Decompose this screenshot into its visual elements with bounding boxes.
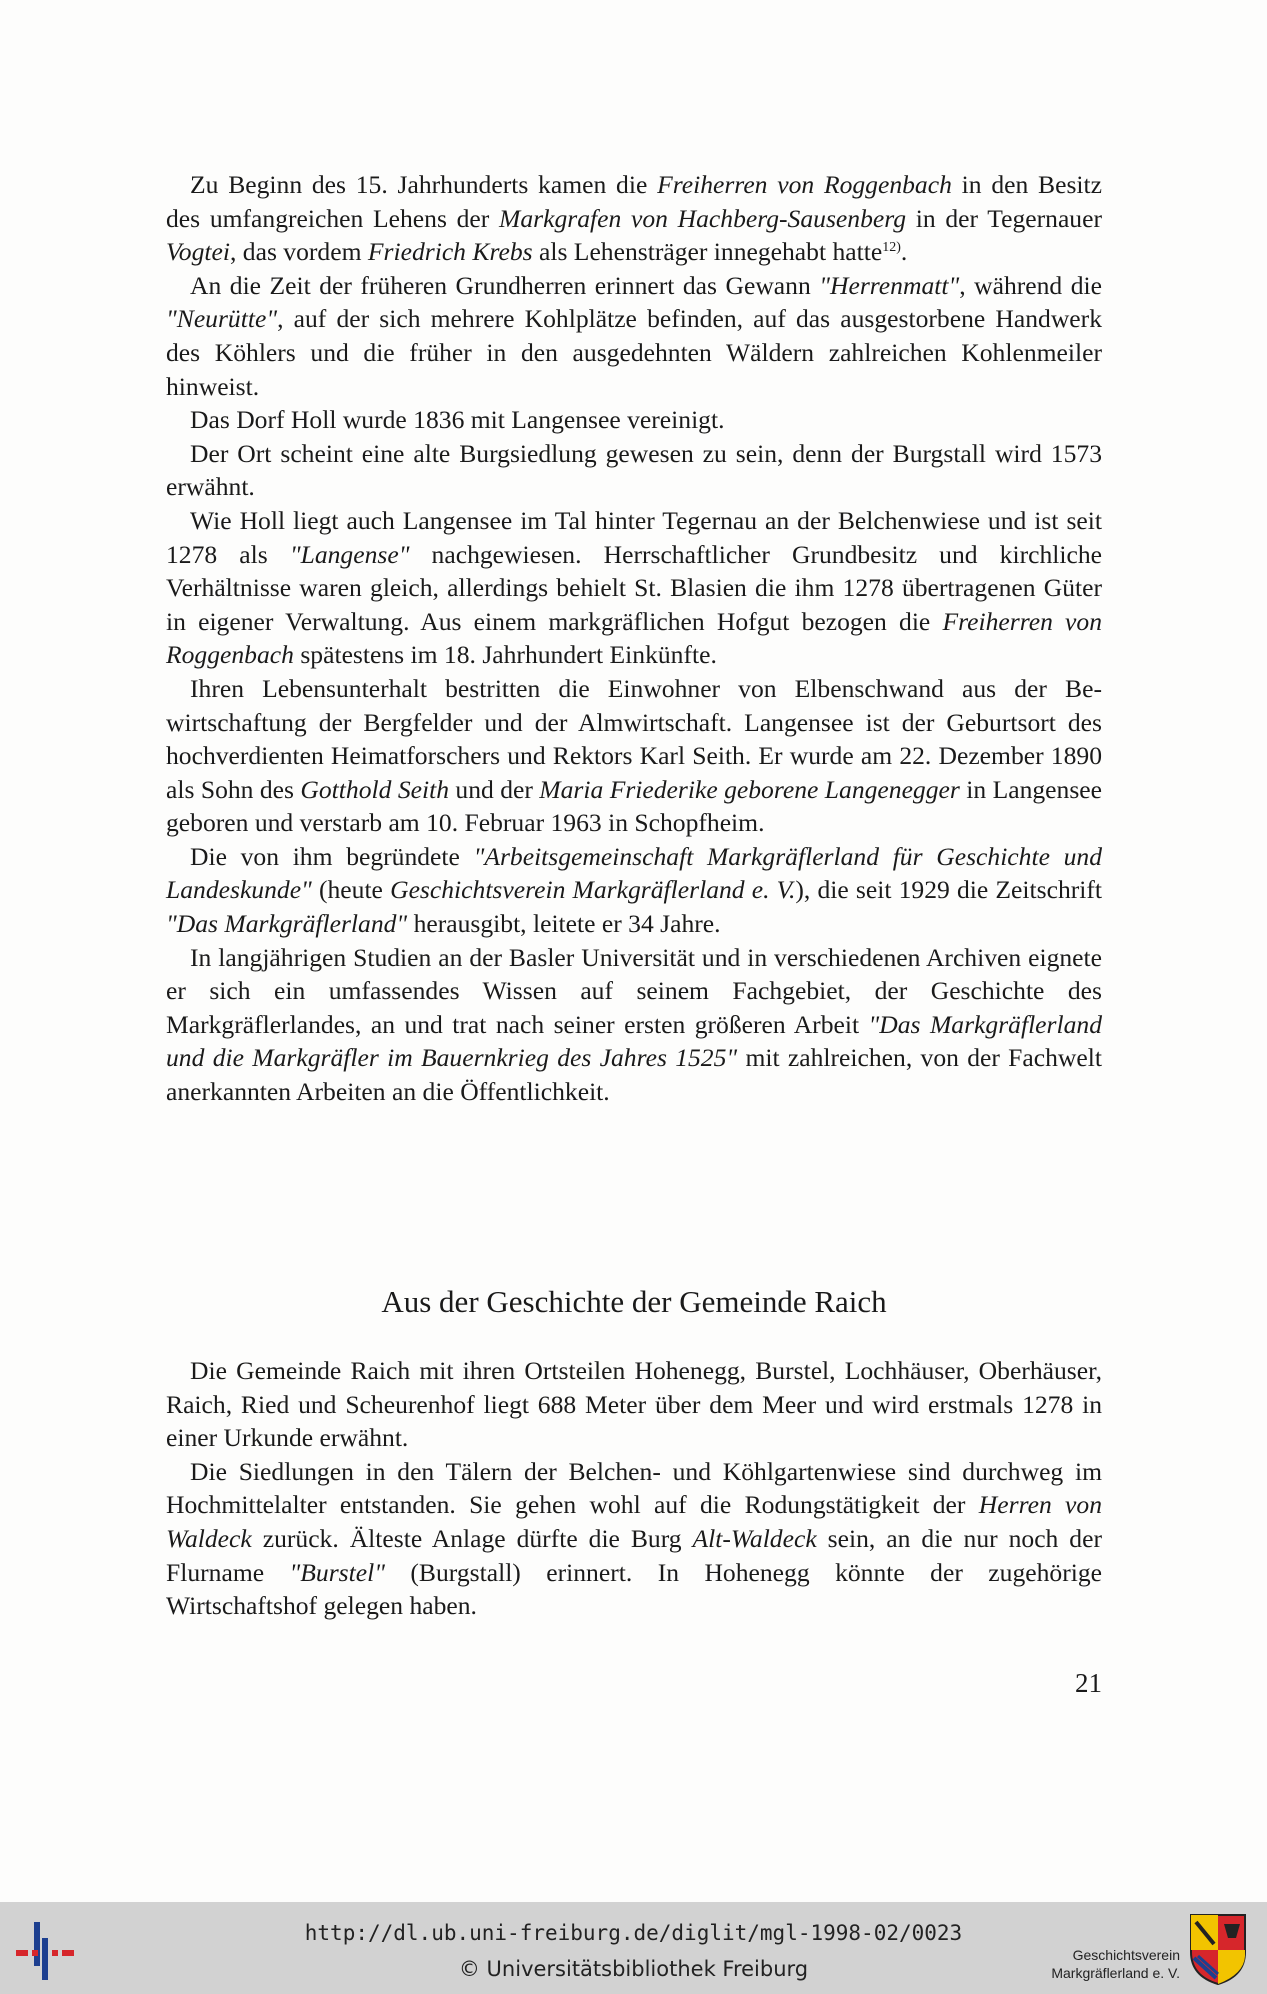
paragraph: Zu Beginn des 15. Jahrhunderts kamen die Freiherren von Roggenbach in den Besitz des umfangreichen Lehens der Markgrafen von Hachberg-Sausenberg in der Tegernauer Vogtei, das vordem Friedrich Krebs als Lehensträger innegehabt hatte$^{12)}$.: [166, 170, 1103, 267]
viewer-footer: [0, 1902, 1267, 1994]
geschichtsverein-crest-icon[interactable]: [1188, 1912, 1248, 1986]
copyright-notice: © Universitätsbibliothek Freiburg: [458, 1957, 809, 1981]
paragraph: Ihren Lebensunterhalt bestritten die Einwohner von Elbenschwand aus der Bewirtschaftung der Bergfelder und der Almwirtschaft. Langensee ist der Geburtsort des hochverdienten Heimatforschers und Rektors Karl Seith. Er wurde am 22. Dezember 1890 als Sohn des Gotthold Seith und der Maria Friederike geborene Langenegger in Langensee geboren und verstarb am 10. Februar 1963 in Schopfheim.: [166, 673, 1103, 838]
paragraph: Die Gemeinde Raich mit ihren Ortsteilen Hohenegg, Burstel, Lochhäuser, Oberhäuser, Raich, Ried und Scheurenhof liegt 688 Meter über dem Meer und wird erstmals 1278 in einer Urkunde erwähnt.: [166, 1356, 1102, 1453]
section-heading: Aus der Geschichte der Gemeinde Raich: [381, 1284, 887, 1319]
body-text: [166, 168, 1102, 1109]
paragraph: In langjährigen Studien an der Basler Universität und in verschiedenen Archiven eignete er sich ein umfassendes Wissen auf seinem Fachgebiet, der Geschichte des Markgräflerlandes, an und trat nach seiner ersten größeren Arbeit "Das Markgräflerland und die Markgräfler im Bauernkrieg des Jahres 1525" mit zahlreichen, von der Fachwelt anerkannten Arbeiten an die Öffentlichkeit.: [166, 942, 1102, 1107]
section-body-text: [166, 1354, 1102, 1623]
paragraph: Wie Holl liegt auch Langensee im Tal hinter Tegernau an der Belchenwiese und ist seit 1278 als "Langense" nachgewiesen. Herrschaftlicher Grundbesitz und kirchliche Verhältnisse waren gleich, allerdings behielt St. Blasien die ihm 1278 übertragenen Güter in eigener Verwaltung. Aus einem markgräflichen Hofgut bezogen die Freiherren von Roggenbach spätestens im 18. Jahrhundert Einkünfte.: [166, 505, 1102, 670]
paragraph: Der Ort scheint eine alte Burgsiedlung gewesen zu sein, denn der Burgstall wird 1573 erwähnt.: [166, 438, 1102, 502]
paragraph: Die von ihm begründete "Arbeitsgemeinschaft Markgräflerland für Geschichte und Landeskunde" (heute Geschichtsverein Markgräflerland e. V.), die seit 1929 die Zeitschrift "Das Markgräflerland" herausgibt, leitete er 34 Jahre.: [166, 841, 1103, 939]
permalink-url[interactable]: http://dl.ub.uni-freiburg.de/diglit/mgl-1998-02/0023: [304, 1921, 963, 1945]
footnote-reference: 12): [882, 240, 901, 256]
publisher-name: Geschichtsverein Markgräflerland e. V.: [1051, 1947, 1180, 1981]
paragraph: Die Siedlungen in den Tälern der Belchen- und Köhlgartenwiese sind durchweg im Hochmittelalter entstanden. Sie gehen wohl auf die Rodungstätigkeit der Herren von Waldeck zurück. Älteste Anlage dürfte die Burg Alt-Waldeck sein, an die nur noch der Flurname "Burstel" (Burgstall) erinnert. In Hohenegg könnte der zugehörige Wirtschaftshof gelegen haben.: [166, 1456, 1102, 1621]
paragraph: Das Dorf Holl wurde 1836 mit Langensee vereinigt.: [190, 405, 725, 435]
paragraph: An die Zeit der früheren Grundherren erinnert das Gewann "Herrenmatt", während die "Neurütte", auf der sich mehrere Kohlplätze befinden, auf das ausgestorbene Handwerk des Köhlers und die früher in den ausgedehnten Wäldern zahlreichen Kohlenmeiler hinweist.: [166, 270, 1102, 401]
page-number: 21: [1075, 1668, 1102, 1698]
